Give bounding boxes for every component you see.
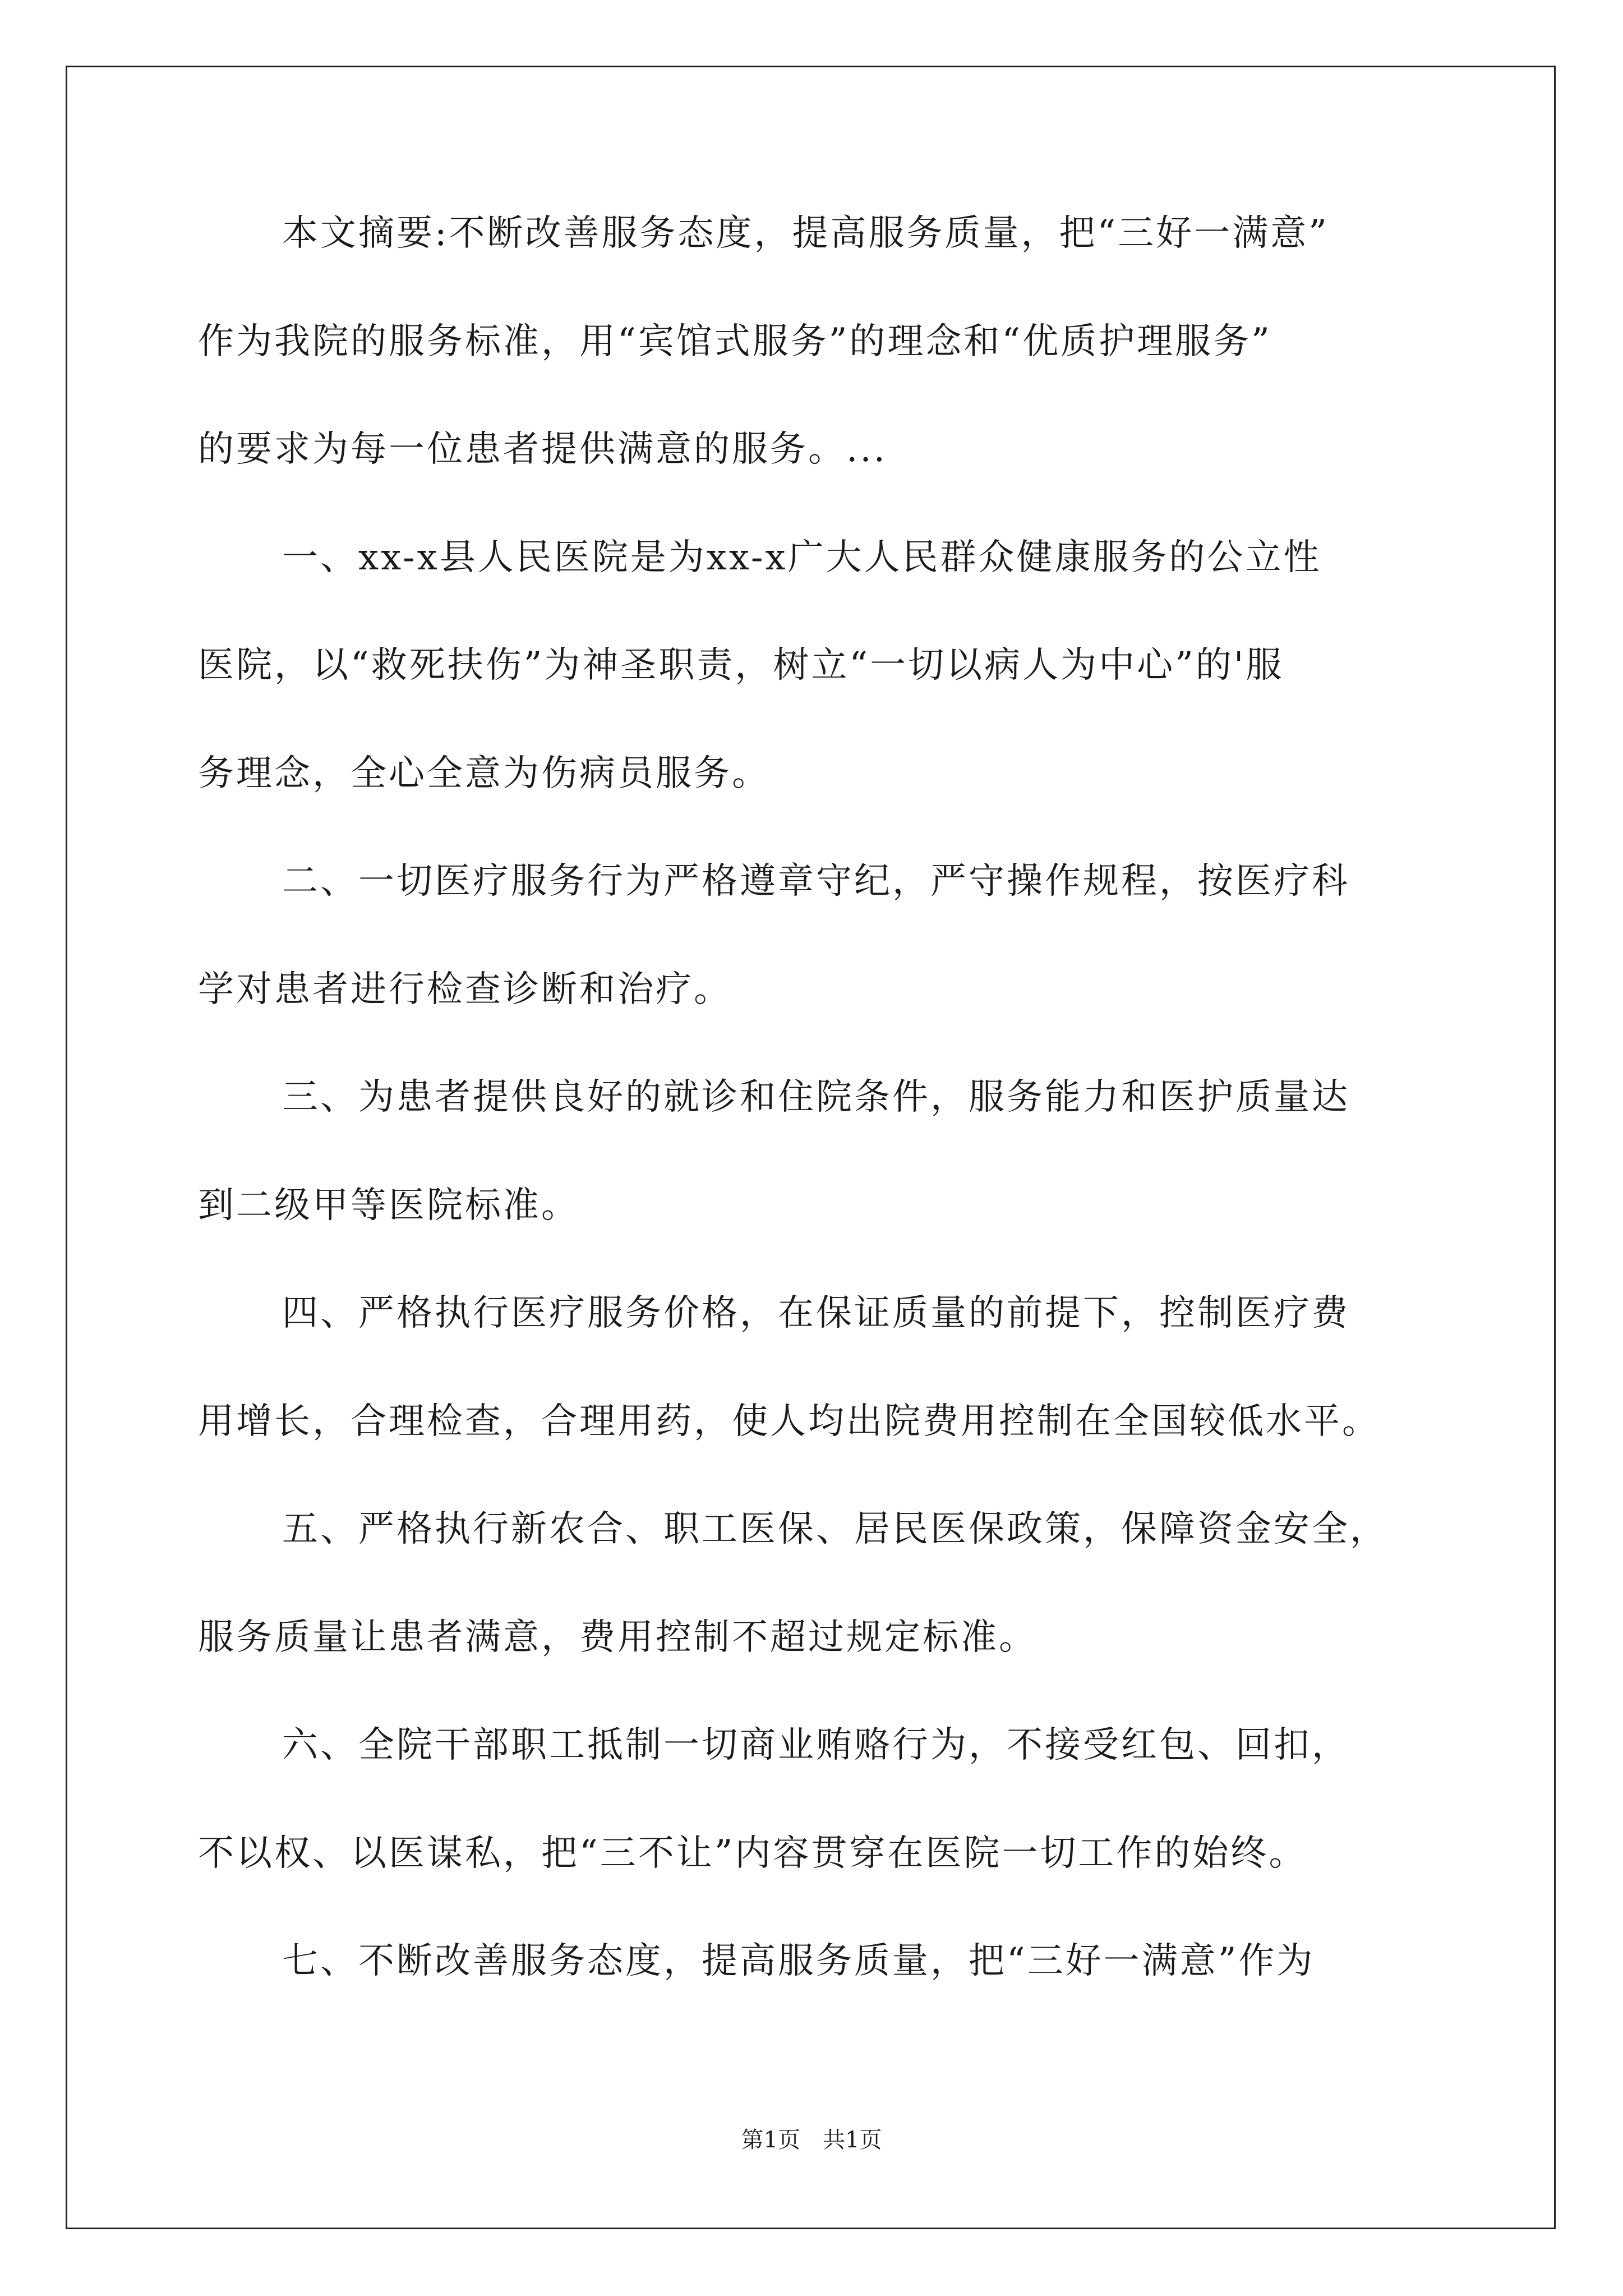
item-6-line-1: 六、全院干部职工抵制一切商业贿赂行为，不接受红包、回扣， — [282, 1724, 1350, 1766]
item-4-line-1: 四、严格执行医疗服务价格，在保证质量的前提下，控制医疗费 — [282, 1292, 1350, 1334]
item-1-line-1: 一、xx-x县人民医院是为xx-x广大人民群众健康服务的公立性 — [282, 536, 1322, 578]
abstract-line-2: 作为我院的服务标准，用“宾馆式服务”的理念和“优质护理服务” — [198, 320, 1272, 362]
item-1-line-2: 医院，以“救死扶伤”为神圣职责，树立“一切以病人为中心”的'服 — [198, 645, 1284, 686]
item-5-line-1: 五、严格执行新农合、职工医保、居民医保政策，保障资金安全， — [282, 1508, 1388, 1550]
item-7-line-1: 七、不断改善服务态度，提高服务质量，把“三好一满意”作为 — [282, 1940, 1315, 1982]
item-2-line-2: 学对患者进行检查诊断和治疗。 — [198, 968, 732, 1010]
item-5-line-2: 服务质量让患者满意，费用控制不超过规定标准。 — [198, 1616, 1037, 1658]
item-3-line-2: 到二级甲等医院标准。 — [198, 1184, 579, 1226]
abstract-line-1: 本文摘要:不断改善服务态度，提高服务质量，把“三好一满意” — [282, 213, 1329, 254]
abstract-line-3: 的要求为每一位患者提供满意的服务。... — [198, 429, 888, 470]
item-6-line-2: 不以权、以医谋私，把“三不让”内容贯穿在医院一切工作的始终。 — [198, 1832, 1307, 1874]
item-2-line-1: 二、一切医疗服务行为严格遵章守纪，严守操作规程，按医疗科 — [282, 861, 1350, 902]
item-3-line-1: 三、为患者提供良好的就诊和住院条件，服务能力和医护质量达 — [282, 1076, 1350, 1118]
document-body — [198, 211, 1430, 2047]
item-1-line-3: 务理念，全心全意为伤病员服务。 — [198, 752, 770, 794]
item-4-line-2: 用增长，合理检查，合理用药，使人均出院费用控制在全国较低水平。 — [198, 1400, 1380, 1442]
page-number-footer: 第1页 共1页 — [741, 2127, 882, 2153]
